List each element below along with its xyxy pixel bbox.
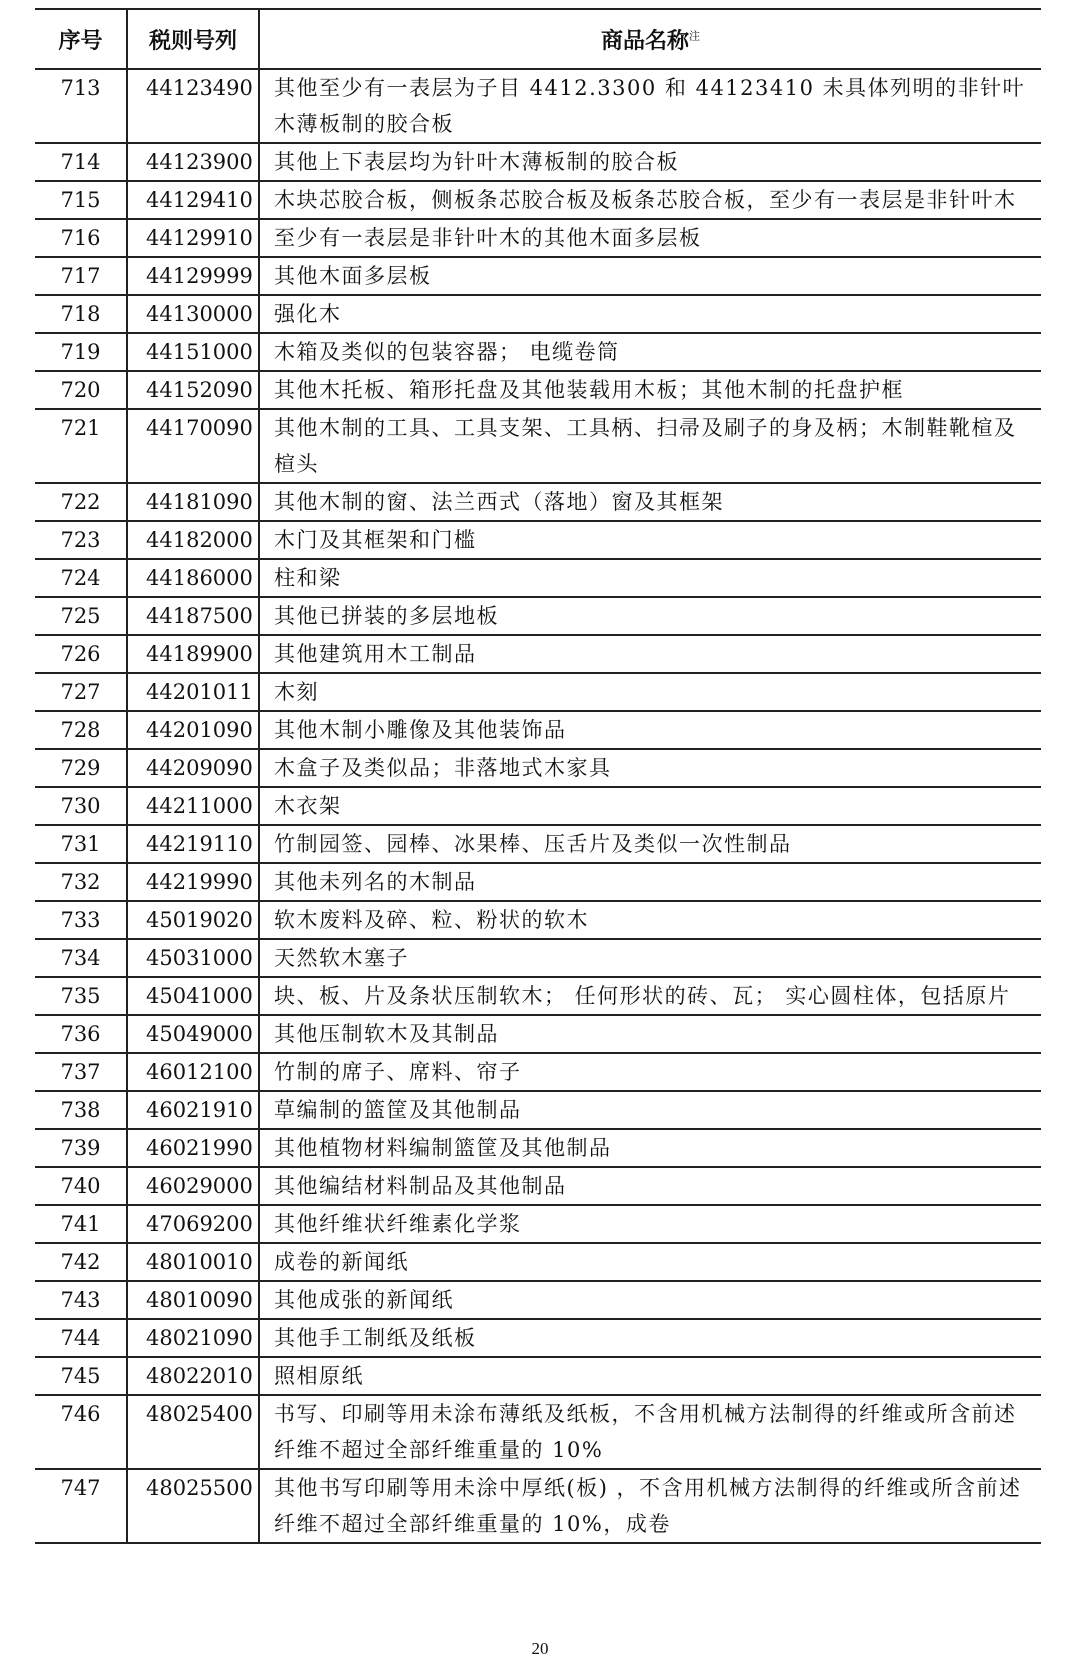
row-serial-number: 722: [35, 483, 127, 521]
row-product-name: 其他植物材料编制篮筐及其他制品: [259, 1129, 1041, 1167]
table-row: [35, 1091, 1041, 1129]
header-tariff-code: 税则号列: [127, 9, 259, 69]
table-row: [35, 409, 1041, 483]
row-tariff-code: 44151000: [127, 333, 259, 371]
row-tariff-code: 45041000: [127, 977, 259, 1015]
row-product-name: 其他至少有一表层为子目 4412.3300 和 44123410 未具体列明的非针叶木薄板制的胶合板: [259, 69, 1041, 143]
row-serial-number: 746: [35, 1395, 127, 1469]
row-serial-number: 727: [35, 673, 127, 711]
table-row: [35, 1319, 1041, 1357]
table-row: [35, 673, 1041, 711]
row-serial-number: 734: [35, 939, 127, 977]
row-tariff-code: 44186000: [127, 559, 259, 597]
row-product-name: 照相原纸: [259, 1357, 1041, 1395]
row-product-name: 竹制的席子、席料、帘子: [259, 1053, 1041, 1091]
row-tariff-code: 44123900: [127, 143, 259, 181]
row-serial-number: 730: [35, 787, 127, 825]
table-row: [35, 711, 1041, 749]
row-tariff-code: 44181090: [127, 483, 259, 521]
row-product-name: 木衣架: [259, 787, 1041, 825]
row-tariff-code: 44129410: [127, 181, 259, 219]
row-serial-number: 735: [35, 977, 127, 1015]
row-serial-number: 721: [35, 409, 127, 483]
row-product-name: 其他成张的新闻纸: [259, 1281, 1041, 1319]
row-product-name: 其他木制小雕像及其他装饰品: [259, 711, 1041, 749]
row-tariff-code: 44219110: [127, 825, 259, 863]
row-tariff-code: 44129910: [127, 219, 259, 257]
row-product-name: 强化木: [259, 295, 1041, 333]
row-tariff-code: 44187500: [127, 597, 259, 635]
row-product-name: 软木废料及碎、粒、粉状的软木: [259, 901, 1041, 939]
row-tariff-code: 45031000: [127, 939, 259, 977]
row-product-name: 其他木面多层板: [259, 257, 1041, 295]
row-serial-number: 731: [35, 825, 127, 863]
row-serial-number: 726: [35, 635, 127, 673]
table-row: [35, 825, 1041, 863]
row-serial-number: 719: [35, 333, 127, 371]
row-product-name: 柱和梁: [259, 559, 1041, 597]
row-tariff-code: 44170090: [127, 409, 259, 483]
table-row: [35, 559, 1041, 597]
row-serial-number: 725: [35, 597, 127, 635]
row-product-name: 木箱及类似的包装容器； 电缆卷筒: [259, 333, 1041, 371]
row-product-name: 竹制园签、园棒、冰果棒、压舌片及类似一次性制品: [259, 825, 1041, 863]
row-product-name: 书写、印刷等用未涂布薄纸及纸板，不含用机械方法制得的纤维或所含前述纤维不超过全部纤维重量的 10%: [259, 1395, 1041, 1469]
table-row: [35, 1167, 1041, 1205]
row-serial-number: 729: [35, 749, 127, 787]
row-tariff-code: 48025400: [127, 1395, 259, 1469]
row-tariff-code: 44209090: [127, 749, 259, 787]
row-serial-number: 737: [35, 1053, 127, 1091]
row-product-name: 其他压制软木及其制品: [259, 1015, 1041, 1053]
row-tariff-code: 48010010: [127, 1243, 259, 1281]
row-product-name: 其他未列名的木制品: [259, 863, 1041, 901]
table-row: [35, 635, 1041, 673]
row-product-name: 至少有一表层是非针叶木的其他木面多层板: [259, 219, 1041, 257]
table-row: [35, 1205, 1041, 1243]
table-row: [35, 1053, 1041, 1091]
row-tariff-code: 47069200: [127, 1205, 259, 1243]
row-tariff-code: 48025500: [127, 1469, 259, 1543]
row-tariff-code: 48010090: [127, 1281, 259, 1319]
table-row: [35, 69, 1041, 143]
table-row: [35, 521, 1041, 559]
table-row: [35, 1395, 1041, 1469]
table-row: [35, 371, 1041, 409]
row-serial-number: 723: [35, 521, 127, 559]
table-row: [35, 1469, 1041, 1543]
row-tariff-code: 44123490: [127, 69, 259, 143]
row-product-name: 其他编结材料制品及其他制品: [259, 1167, 1041, 1205]
row-tariff-code: 46012100: [127, 1053, 259, 1091]
table-row: [35, 597, 1041, 635]
row-product-name: 草编制的篮筐及其他制品: [259, 1091, 1041, 1129]
row-product-name: 木块芯胶合板，侧板条芯胶合板及板条芯胶合板，至少有一表层是非针叶木: [259, 181, 1041, 219]
row-tariff-code: 46021910: [127, 1091, 259, 1129]
table-header-row: [35, 9, 1041, 69]
row-serial-number: 747: [35, 1469, 127, 1543]
row-product-name: 成卷的新闻纸: [259, 1243, 1041, 1281]
row-product-name: 其他木制的窗、法兰西式（落地）窗及其框架: [259, 483, 1041, 521]
row-tariff-code: 45019020: [127, 901, 259, 939]
row-serial-number: 724: [35, 559, 127, 597]
tariff-table: [35, 8, 1041, 1544]
table-row: [35, 181, 1041, 219]
row-product-name: 其他上下表层均为针叶木薄板制的胶合板: [259, 143, 1041, 181]
row-serial-number: 738: [35, 1091, 127, 1129]
row-serial-number: 720: [35, 371, 127, 409]
row-tariff-code: 48022010: [127, 1357, 259, 1395]
row-product-name: 天然软木塞子: [259, 939, 1041, 977]
row-tariff-code: 44201011: [127, 673, 259, 711]
table-row: [35, 143, 1041, 181]
row-serial-number: 732: [35, 863, 127, 901]
table-row: [35, 333, 1041, 371]
row-tariff-code: 44130000: [127, 295, 259, 333]
header-product-name: 商品名称$^注$: [259, 9, 1041, 69]
table-row: [35, 219, 1041, 257]
row-serial-number: 743: [35, 1281, 127, 1319]
row-tariff-code: 48021090: [127, 1319, 259, 1357]
row-product-name: 木刻: [259, 673, 1041, 711]
row-serial-number: 717: [35, 257, 127, 295]
table-row: [35, 1357, 1041, 1395]
page-number: 20: [531, 1639, 549, 1658]
row-product-name: 其他已拼装的多层地板: [259, 597, 1041, 635]
row-serial-number: 745: [35, 1357, 127, 1395]
row-tariff-code: 44182000: [127, 521, 259, 559]
row-serial-number: 740: [35, 1167, 127, 1205]
row-serial-number: 742: [35, 1243, 127, 1281]
table-row: [35, 483, 1041, 521]
row-tariff-code: 44211000: [127, 787, 259, 825]
row-product-name: 木门及其框架和门槛: [259, 521, 1041, 559]
table-row: [35, 977, 1041, 1015]
row-product-name: 其他纤维状纤维素化学浆: [259, 1205, 1041, 1243]
row-serial-number: 718: [35, 295, 127, 333]
row-product-name: 其他建筑用木工制品: [259, 635, 1041, 673]
row-serial-number: 733: [35, 901, 127, 939]
row-serial-number: 714: [35, 143, 127, 181]
header-serial-number: 序号: [35, 9, 127, 69]
table-row: [35, 863, 1041, 901]
row-tariff-code: 44152090: [127, 371, 259, 409]
row-serial-number: 744: [35, 1319, 127, 1357]
table-row: [35, 1129, 1041, 1167]
row-tariff-code: 45049000: [127, 1015, 259, 1053]
row-serial-number: 741: [35, 1205, 127, 1243]
table-row: [35, 901, 1041, 939]
row-product-name: 其他手工制纸及纸板: [259, 1319, 1041, 1357]
row-product-name: 其他木制的工具、工具支架、工具柄、扫帚及刷子的身及柄；木制鞋靴楦及楦头: [259, 409, 1041, 483]
table-row: [35, 1281, 1041, 1319]
table-row: [35, 257, 1041, 295]
row-serial-number: 739: [35, 1129, 127, 1167]
table-row: [35, 295, 1041, 333]
table-row: [35, 939, 1041, 977]
table-body: [35, 69, 1041, 1543]
row-tariff-code: 46029000: [127, 1167, 259, 1205]
row-tariff-code: 44129999: [127, 257, 259, 295]
row-product-name: 其他木托板、箱形托盘及其他装载用木板；其他木制的托盘护框: [259, 371, 1041, 409]
row-product-name: 木盒子及类似品；非落地式木家具: [259, 749, 1041, 787]
row-tariff-code: 46021990: [127, 1129, 259, 1167]
row-product-name: 块、板、片及条状压制软木； 任何形状的砖、瓦； 实心圆柱体，包括原片: [259, 977, 1041, 1015]
row-serial-number: 728: [35, 711, 127, 749]
row-serial-number: 736: [35, 1015, 127, 1053]
row-serial-number: 713: [35, 69, 127, 143]
table-row: [35, 749, 1041, 787]
table-row: [35, 1243, 1041, 1281]
row-tariff-code: 44189900: [127, 635, 259, 673]
row-tariff-code: 44219990: [127, 863, 259, 901]
header-note-mark: 注: [689, 29, 700, 43]
row-tariff-code: 44201090: [127, 711, 259, 749]
table-row: [35, 1015, 1041, 1053]
row-serial-number: 715: [35, 181, 127, 219]
row-product-name: 其他书写印刷等用未涂中厚纸(板) ，不含用机械方法制得的纤维或所含前述纤维不超过全部纤维重量的 10%，成卷: [259, 1469, 1041, 1543]
table-row: [35, 787, 1041, 825]
row-serial-number: 716: [35, 219, 127, 257]
